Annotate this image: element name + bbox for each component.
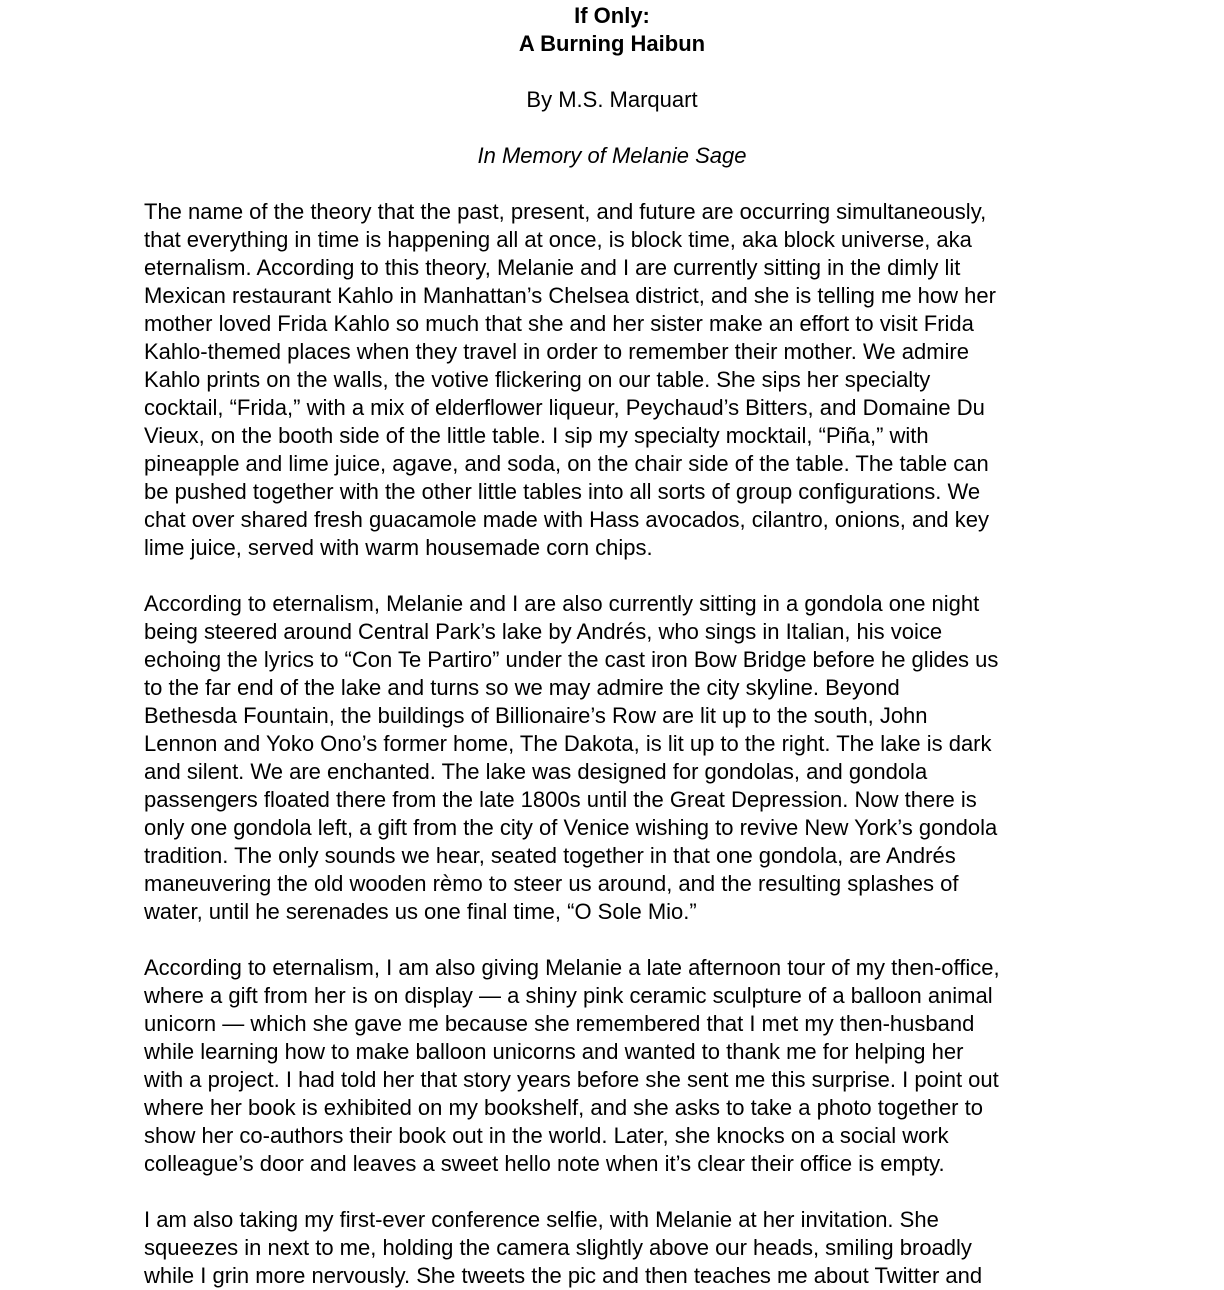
paragraph-line: lime juice, served with warm housemade corn chips. — [144, 535, 653, 560]
paragraph-line: Lennon and Yoko Ono’s former home, The Dakota, is lit up to the right. The lake is dark — [144, 731, 992, 756]
paragraph-line: pineapple and lime juice, agave, and soda, on the chair side of the table. The table can — [144, 451, 989, 476]
paragraph-3 — [144, 954, 1104, 1178]
paragraph-line: show her co-authors their book out in the world. Later, she knocks on a social work — [144, 1123, 949, 1148]
paragraph-line: echoing the lyrics to “Con Te Partiro” under the cast iron Bow Bridge before he glides us — [144, 647, 999, 672]
paragraph-line: Kahlo prints on the walls, the votive flickering on our table. She sips her specialty — [144, 367, 931, 392]
paragraph-line: squeezes in next to me, holding the camera slightly above our heads, smiling broadly — [144, 1235, 972, 1260]
paragraph-line: The name of the theory that the past, present, and future are occurring simultaneously, — [144, 199, 987, 224]
paragraph-line: mother loved Frida Kahlo so much that she and her sister make an effort to visit Frida — [144, 311, 974, 336]
paragraph-line: Bethesda Fountain, the buildings of Billionaire’s Row are lit up to the south, John — [144, 703, 928, 728]
paragraph-line: while I grin more nervously. She tweets the pic and then teaches me about Twitter and — [144, 1263, 983, 1288]
paragraph-line: chat over shared fresh guacamole made with Hass avocados, cilantro, onions, and key — [144, 507, 990, 532]
paragraph-line: where her book is exhibited on my bookshelf, and she asks to take a photo together to — [144, 1095, 983, 1120]
paragraph-line: eternalism. According to this theory, Melanie and I are currently sitting in the dimly lit — [144, 255, 961, 280]
paragraph-line: passengers floated there from the late 1800s until the Great Depression. Now there is — [144, 787, 977, 812]
paragraph-line: According to eternalism, I am also giving Melanie a late afternoon tour of my then-office, — [144, 955, 1000, 980]
paragraph-line: cocktail, “Frida,” with a mix of elderflower liqueur, Peychaud’s Bitters, and Domaine Du — [144, 395, 985, 420]
paragraph-line: being steered around Central Park’s lake by Andrés, who sings in Italian, his voice — [144, 619, 943, 644]
paragraph-line: only one gondola left, a gift from the city of Venice wishing to revive New York’s gondola — [144, 815, 998, 840]
byline: By M.S. Marquart — [526, 87, 698, 112]
paragraph-line: water, until he serenades us one final time, “O Sole Mio.” — [144, 899, 697, 924]
paragraph-line: that everything in time is happening all at once, is block time, aka block universe, aka — [144, 227, 972, 252]
paragraph-4 — [144, 1206, 1104, 1290]
title-line-2: A Burning Haibun — [518, 31, 706, 56]
paragraph-1 — [144, 198, 1104, 562]
paragraph-line: Vieux, on the booth side of the little table. I sip my specialty mocktail, “Piña,” with — [144, 423, 929, 448]
title-line-1: If Only: — [574, 3, 650, 28]
paragraph-line: I am also taking my first-ever conference selfie, with Melanie at her invitation. She — [144, 1207, 939, 1232]
paragraph-line: colleague’s door and leaves a sweet hello note when it’s clear their office is empty. — [144, 1151, 945, 1176]
paragraph-line: be pushed together with the other little tables into all sorts of group configurations. We — [144, 479, 981, 504]
paragraph-line: According to eternalism, Melanie and I are also currently sitting in a gondola one night — [144, 591, 980, 616]
paragraph-line: Mexican restaurant Kahlo in Manhattan’s Chelsea district, and she is telling me how her — [144, 283, 996, 308]
dedication: In Memory of Melanie Sage — [477, 143, 747, 168]
paragraph-line: to the far end of the lake and turns so we may admire the city skyline. Beyond — [144, 675, 900, 700]
paragraph-2 — [144, 590, 1104, 926]
paragraph-line: with a project. I had told her that story years before she sent me this surprise. I point out — [144, 1067, 999, 1092]
paragraph-line: tradition. The only sounds we hear, seated together in that one gondola, are Andrés — [144, 843, 956, 868]
paragraph-line: maneuvering the old wooden rèmo to steer us around, and the resulting splashes of — [144, 871, 959, 896]
paragraph-line: where a gift from her is on display — a shiny pink ceramic sculpture of a balloon animal — [144, 983, 993, 1008]
paragraph-line: and silent. We are enchanted. The lake was designed for gondolas, and gondola — [144, 759, 928, 784]
paragraph-line: unicorn — which she gave me because she remembered that I met my then-husband — [144, 1011, 975, 1036]
paragraph-line: Kahlo-themed places when they travel in order to remember their mother. We admire — [144, 339, 969, 364]
paragraph-line: while learning how to make balloon unicorns and wanted to thank me for helping her — [144, 1039, 964, 1064]
